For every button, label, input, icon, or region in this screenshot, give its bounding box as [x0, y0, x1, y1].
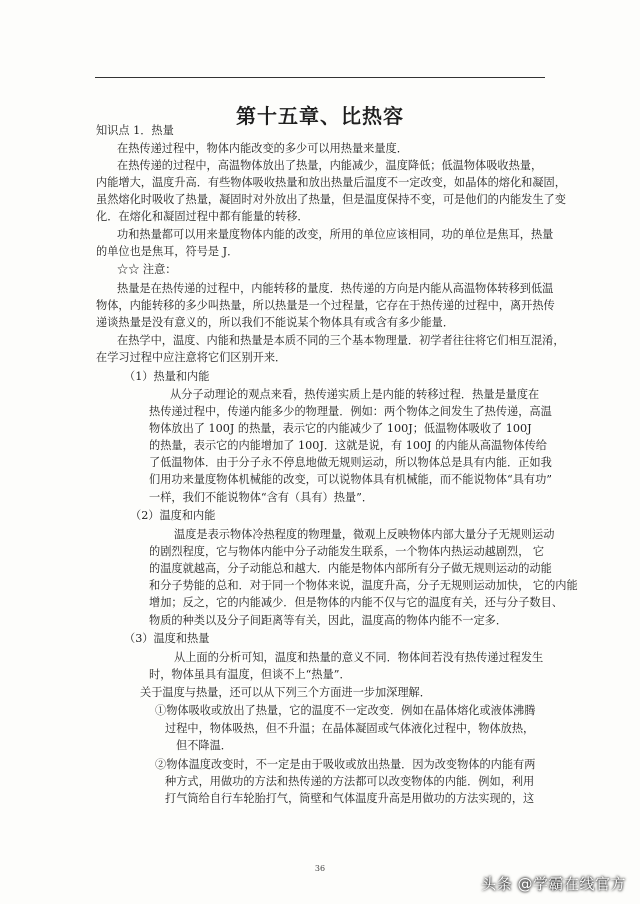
- text-line: 一样，我们不能说物体“含有（具有）热量”．: [149, 491, 374, 504]
- text-line: 过程中，物体吸热，但不升温；在晶体凝固或气体液化过程中，物体放热，: [165, 722, 535, 735]
- text-line: 和分子势能的总和．对于同一个物体来说，温度升高，分子无规则运动加快， 它的内能: [149, 579, 578, 592]
- page-number: 36: [314, 864, 326, 873]
- text-line: 打气筒给自行车轮胎打气，筒壁和气体温度升高是用做功的方法实现的，这: [165, 792, 535, 805]
- text-line: （3）温度和热量: [124, 632, 210, 645]
- text-line: 温度是表示物体冷热程度的物理量，微观上反映物体内部大量分子无规则运动: [174, 528, 555, 541]
- text-line: 递谈热量是没有意义的，所以我们不能说某个物体具有或含有多少能量．: [96, 316, 455, 329]
- text-line: 的温度就越高，分子动能总和越大．内能是物体内部所有分子做无规则运动的动能: [149, 562, 552, 575]
- text-line: 内能增大，温度升高．有些物体吸收热量和放出热量后温度不一定改变，如晶体的熔化和凝固，: [96, 176, 566, 189]
- text-line: 但不降温．: [176, 739, 232, 752]
- text-line: 从分子动理论的观点来看，热传递实质上是内能的转移过程．热量是量度在: [170, 388, 540, 401]
- text-line: ①物体吸收或放出了热量，它的温度不一定改变．例如在晶体熔化或液体沸腾: [155, 704, 536, 717]
- text-line: 的热量，表示它的内能增加了 100J．这就是说，有 100J 的内能从高温物体传给: [149, 439, 547, 452]
- text-line: 从上面的分析可知，温度和热量的意义不同．物体间若没有热传递过程发生: [174, 651, 544, 664]
- text-line: 化．在熔化和凝固过程中都有能量的转移．: [96, 210, 309, 223]
- text-line: ②物体温度改变时，不一定是由于吸收或放出热量．因为改变物体的内能有两: [155, 758, 536, 771]
- text-line: 在热学中，温度、内能和热量是本质不同的三个基本物理量．初学者往往将它们相互混淆，: [117, 334, 565, 347]
- header-rule: [95, 77, 545, 78]
- text-line: 在热传递过程中，物体内能改变的多少可以用热量来量度．: [117, 142, 408, 155]
- text-line: 们用功来量度物体机械能的改变，可以说物体具有机械能，而不能说物体“具有功”: [149, 473, 553, 486]
- text-line: 功和热量都可以用来量度物体内能的改变，所用的单位应该相同，功的单位是焦耳，热量: [117, 228, 554, 241]
- text-line: 热传递过程中，传递内能多少的物理量．例如：两个物体之间发生了热传递，高温: [149, 405, 552, 418]
- text-line: 了低温物体．由于分子永不停息地做无规则运动，所以物体总是具有内能．正如我: [149, 456, 552, 469]
- text-line: 物质的种类以及分子间距离等有关，因此，温度高的物体内能不一定多．: [149, 614, 508, 627]
- text-line: 的剧烈程度，它与物体内能中分子动能发生联系，一个物体内热运动越剧烈， 它: [149, 545, 545, 558]
- text-line: 热量是在热传递的过程中，内能转移的量度．热传递的方向是内能从高温物体转移到低温: [117, 282, 554, 295]
- text-line: 在热传递的过程中，高温物体放出了热量，内能减少，温度降低；低温物体吸收热量，: [117, 159, 543, 172]
- text-line: 增加；反之，它的内能减少．但是物体的内能不仅与它的温度有关，还与分子数目、: [149, 596, 563, 609]
- chapter-title: 第十五章、比热容: [236, 104, 404, 128]
- text-line: 物体放出了 100J 的热量，表示它的内能减少了 100J；低温物体吸收了 100J: [149, 422, 532, 435]
- text-line: 在学习过程中应注意将它们区别开来．: [96, 351, 287, 364]
- text-line: 的单位也是焦耳，符号是 J．: [96, 245, 239, 258]
- text-line: 知识点 1．热量: [96, 124, 174, 137]
- text-line: （2）温度和内能: [130, 509, 216, 522]
- text-line: 时，物体虽具有温度，但谈不上“热量”．: [149, 668, 351, 681]
- text-line: 虽然熔化时吸收了热量，凝固时对外放出了热量，但是温度保持不变，可是他们的内能发生了变: [96, 193, 566, 206]
- text-line: 种方式，用做功的方法和热传递的方法都可以改变物体的内能．例如，利用: [165, 775, 535, 788]
- watermark-text: 头条 @学霸在线官方: [481, 875, 626, 893]
- text-line: 关于温度与热量，还可以从下列三个方面进一步加深理解．: [140, 686, 431, 699]
- text-line: （1）热量和内能: [124, 370, 210, 383]
- text-line: 物体，内能转移的多少叫热量，所以热量是一个过程量，它存在于热传递的过程中，离开热传: [96, 299, 555, 312]
- text-line: ☆☆ 注意：: [117, 263, 177, 276]
